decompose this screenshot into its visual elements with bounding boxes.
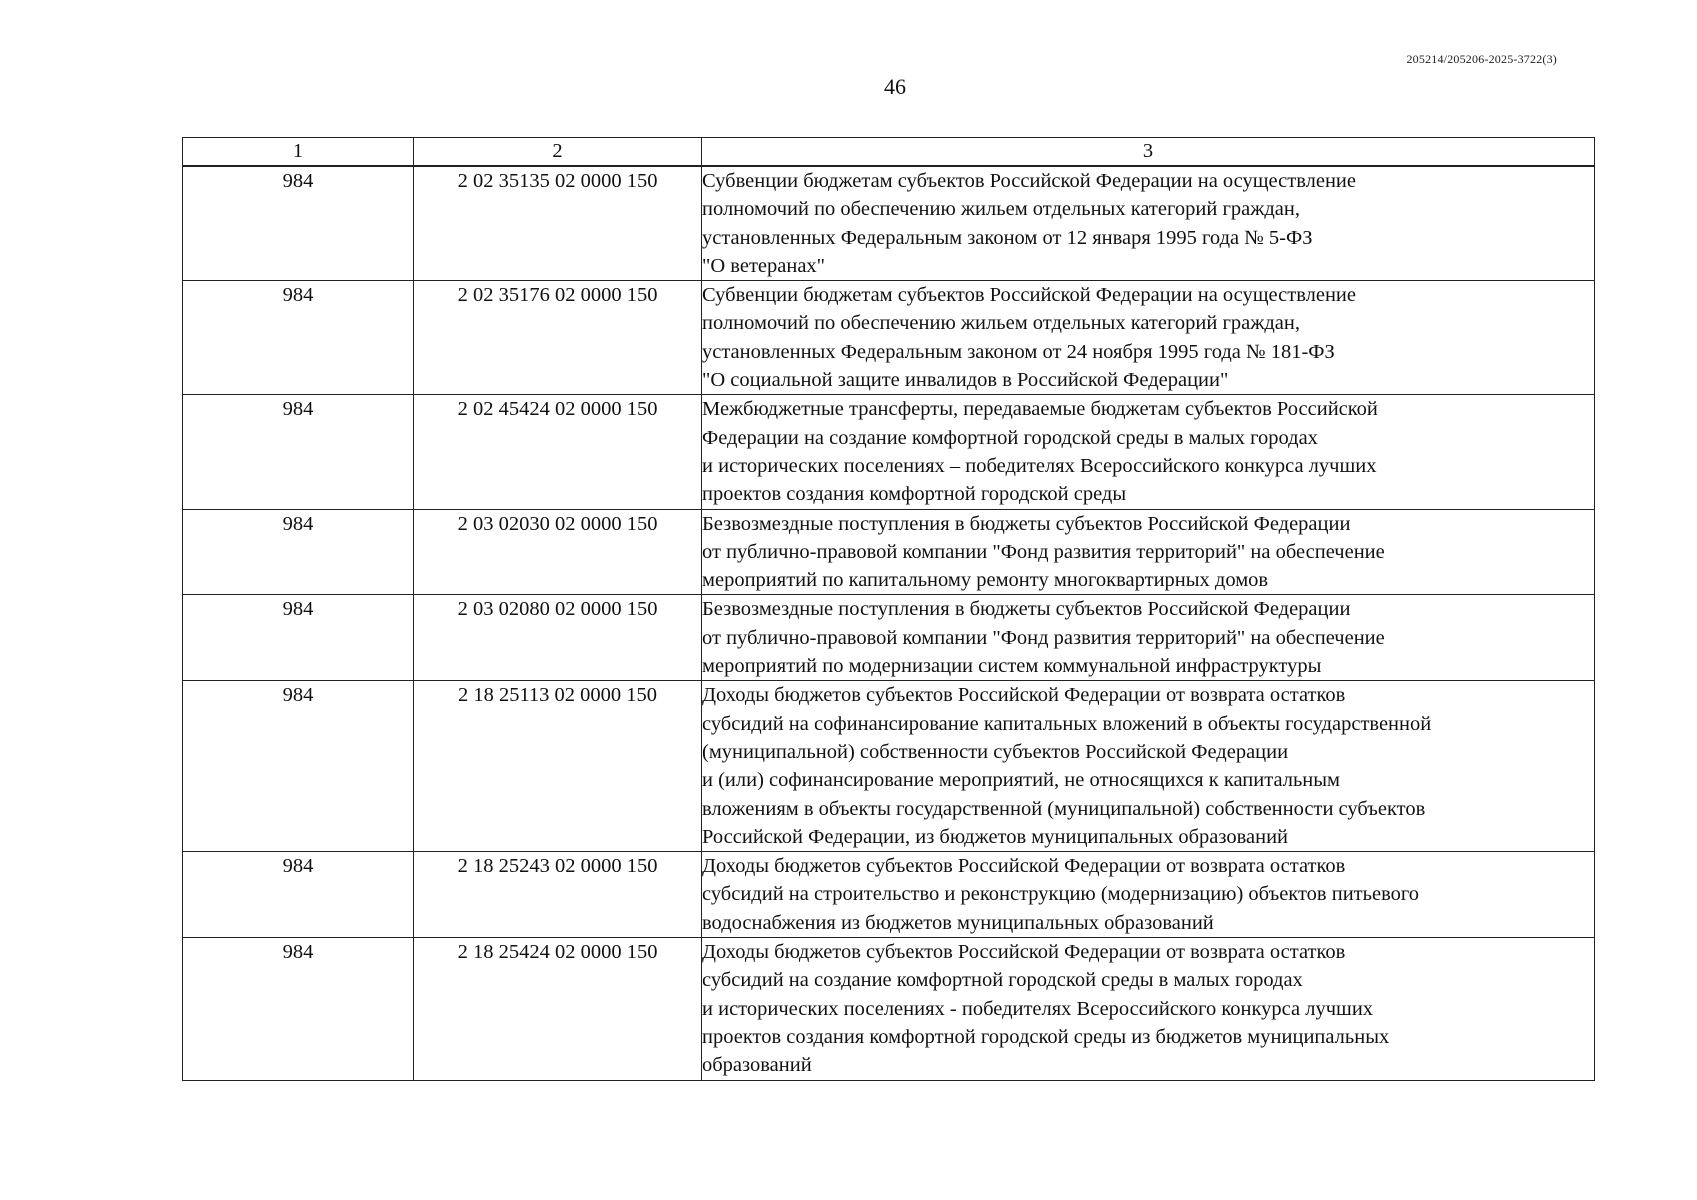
revenue-description-cell	[702, 281, 1595, 395]
description-line: и исторических поселениях - победителях Всероссийского конкурса лучших	[702, 997, 1374, 1020]
description-line: проектов создания комфортной городской среды из бюджетов муниципальных	[702, 1025, 1390, 1048]
description-line: Доходы бюджетов субъектов Российской Федерации от возврата остатков	[702, 684, 1346, 707]
admin-code-cell: 984	[183, 509, 414, 595]
budget-classification-code-cell: 2 02 35135 02 0000 150	[414, 166, 702, 281]
admin-code-cell: 984	[183, 595, 414, 681]
admin-code-cell: 984	[183, 681, 414, 852]
table-row	[183, 509, 1595, 595]
admin-code-cell: 984	[183, 938, 414, 1080]
revenue-description-cell	[702, 938, 1595, 1080]
table-row	[183, 395, 1595, 509]
table-row	[183, 595, 1595, 681]
budget-classification-code-cell: 2 18 25243 02 0000 150	[414, 852, 702, 938]
column-header-3: 3	[702, 138, 1595, 167]
admin-code-cell: 984	[183, 852, 414, 938]
table-body	[183, 166, 1595, 1080]
description-line: Федерации на создание комфортной городской среды в малых городах	[702, 426, 1318, 449]
description-line: субсидий на создание комфортной городской среды в малых городах	[702, 969, 1303, 992]
description-line: Безвозмездные поступления в бюджеты субъектов Российской Федерации	[702, 512, 1351, 535]
description-line: и (или) софинансирование мероприятий, не относящихся к капитальным	[702, 769, 1341, 792]
description-line: водоснабжения из бюджетов муниципальных образований	[702, 911, 1214, 934]
column-header-1: 1	[183, 138, 414, 167]
budget-classification-code-cell: 2 02 35176 02 0000 150	[414, 281, 702, 395]
admin-code-cell: 984	[183, 395, 414, 509]
description-line: "О ветеранах"	[702, 254, 826, 277]
description-line: Субвенции бюджетам субъектов Российской Федерации на осуществление	[702, 170, 1356, 192]
document-id: 205214/205206-2025-3722(3)	[1406, 52, 1557, 66]
table-row	[183, 852, 1595, 938]
revenue-description-cell	[702, 852, 1595, 938]
description-line: субсидий на строительство и реконструкцию (модернизацию) объектов питьевого	[702, 883, 1420, 906]
budget-classification-code-cell: 2 02 45424 02 0000 150	[414, 395, 702, 509]
admin-code-cell: 984	[183, 166, 414, 281]
description-line: проектов создания комфортной городской среды	[702, 483, 1127, 506]
table-header	[183, 138, 1595, 167]
description-line: установленных Федеральным законом от 12 января 1995 года № 5-ФЗ	[702, 226, 1313, 249]
description-line: субсидий на софинансирование капитальных вложений в объекты государственной	[702, 712, 1432, 735]
budget-classification-code-cell: 2 03 02080 02 0000 150	[414, 595, 702, 681]
description-line: установленных Федеральным законом от 24 ноября 1995 года № 181-ФЗ	[702, 340, 1335, 363]
description-line: (муниципальной) собственности субъектов Российской Федерации	[702, 740, 1289, 763]
revenue-description-cell	[702, 595, 1595, 681]
table-row	[183, 281, 1595, 395]
page-number: 46	[884, 74, 906, 99]
budget-classification-code-cell: 2 18 25113 02 0000 150	[414, 681, 702, 852]
table-row	[183, 681, 1595, 852]
revenue-codes-table	[182, 137, 1595, 1081]
description-line: "О социальной защите инвалидов в Российской Федерации"	[702, 369, 1229, 392]
description-line: от публично-правовой компании "Фонд развития территорий" на обеспечение	[702, 626, 1385, 649]
revenue-description-cell	[702, 166, 1595, 281]
description-line: мероприятий по модернизации систем коммунальной инфраструктуры	[702, 655, 1322, 678]
description-line: образований	[702, 1054, 812, 1077]
revenue-description-cell	[702, 395, 1595, 509]
admin-code-cell: 984	[183, 281, 414, 395]
revenue-description-cell	[702, 681, 1595, 852]
column-header-2: 2	[414, 138, 702, 167]
description-line: Доходы бюджетов субъектов Российской Федерации от возврата остатков	[702, 855, 1346, 878]
description-line: Межбюджетные трансферты, передаваемые бюджетам субъектов Российской	[702, 398, 1378, 421]
description-line: мероприятий по капитальному ремонту многоквартирных домов	[702, 569, 1269, 592]
budget-classification-code-cell: 2 03 02030 02 0000 150	[414, 509, 702, 595]
description-line: полномочий по обеспечению жильем отдельных категорий граждан,	[702, 198, 1300, 221]
description-line: и исторических поселениях – победителях Всероссийского конкурса лучших	[702, 454, 1377, 477]
description-line: Субвенции бюджетам субъектов Российской Федерации на осуществление	[702, 284, 1356, 307]
description-line: вложениям в объекты государственной (муниципальной) собственности субъектов	[702, 797, 1426, 820]
description-line: Российской Федерации, из бюджетов муниципальных образований	[702, 825, 1289, 848]
header-row	[183, 138, 1595, 167]
revenue-description-cell	[702, 509, 1595, 595]
description-line: полномочий по обеспечению жильем отдельных категорий граждан,	[702, 312, 1300, 335]
description-line: Доходы бюджетов субъектов Российской Федерации от возврата остатков	[702, 941, 1346, 964]
table-row	[183, 938, 1595, 1080]
description-line: от публично-правовой компании "Фонд развития территорий" на обеспечение	[702, 540, 1385, 563]
table-row	[183, 166, 1595, 281]
description-line: Безвозмездные поступления в бюджеты субъектов Российской Федерации	[702, 598, 1351, 621]
budget-classification-code-cell: 2 18 25424 02 0000 150	[414, 938, 702, 1080]
